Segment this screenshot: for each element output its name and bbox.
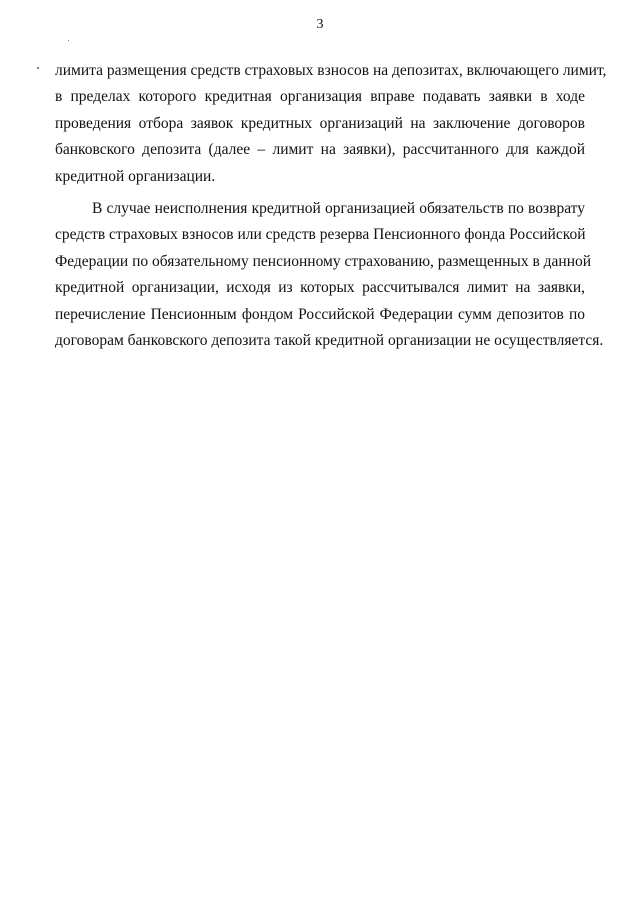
text-line: В случае неисполнения кредитной организацией обязательств по возврату (92, 200, 585, 218)
text-line: банковского депозита (далее – лимит на заявки), рассчитанного для каждой (55, 141, 585, 159)
text-line: кредитной организации. (55, 167, 216, 185)
text-line: проведения отбора заявок кредитных организаций на заключение договоров (55, 114, 585, 132)
paragraph-1 (55, 58, 607, 190)
text-line: лимита размещения средств страховых взносов на депозитах, включающего лимит, (55, 62, 607, 79)
text-line: средств страховых взносов или средств резерва Пенсионного фонда Российской (55, 226, 586, 244)
text-line: кредитной организации, исходя из которых рассчитывался лимит на заявки, (55, 279, 585, 297)
document-body (55, 58, 607, 354)
paragraph-2 (55, 196, 604, 354)
scan-speck (68, 40, 69, 41)
scan-speck (37, 67, 39, 69)
text-line: в пределах которого кредитная организация вправе подавать заявки в ходе (55, 88, 585, 106)
text-line: Федерации по обязательному пенсионному страхованию, размещенных в данной (55, 252, 592, 270)
text-line: договорам банковского депозита такой кредитной организации не осуществляется. (55, 332, 604, 350)
page-number: 3 (316, 17, 324, 32)
text-line: перечисление Пенсионным фондом Российской Федерации сумм депозитов по (55, 305, 585, 323)
